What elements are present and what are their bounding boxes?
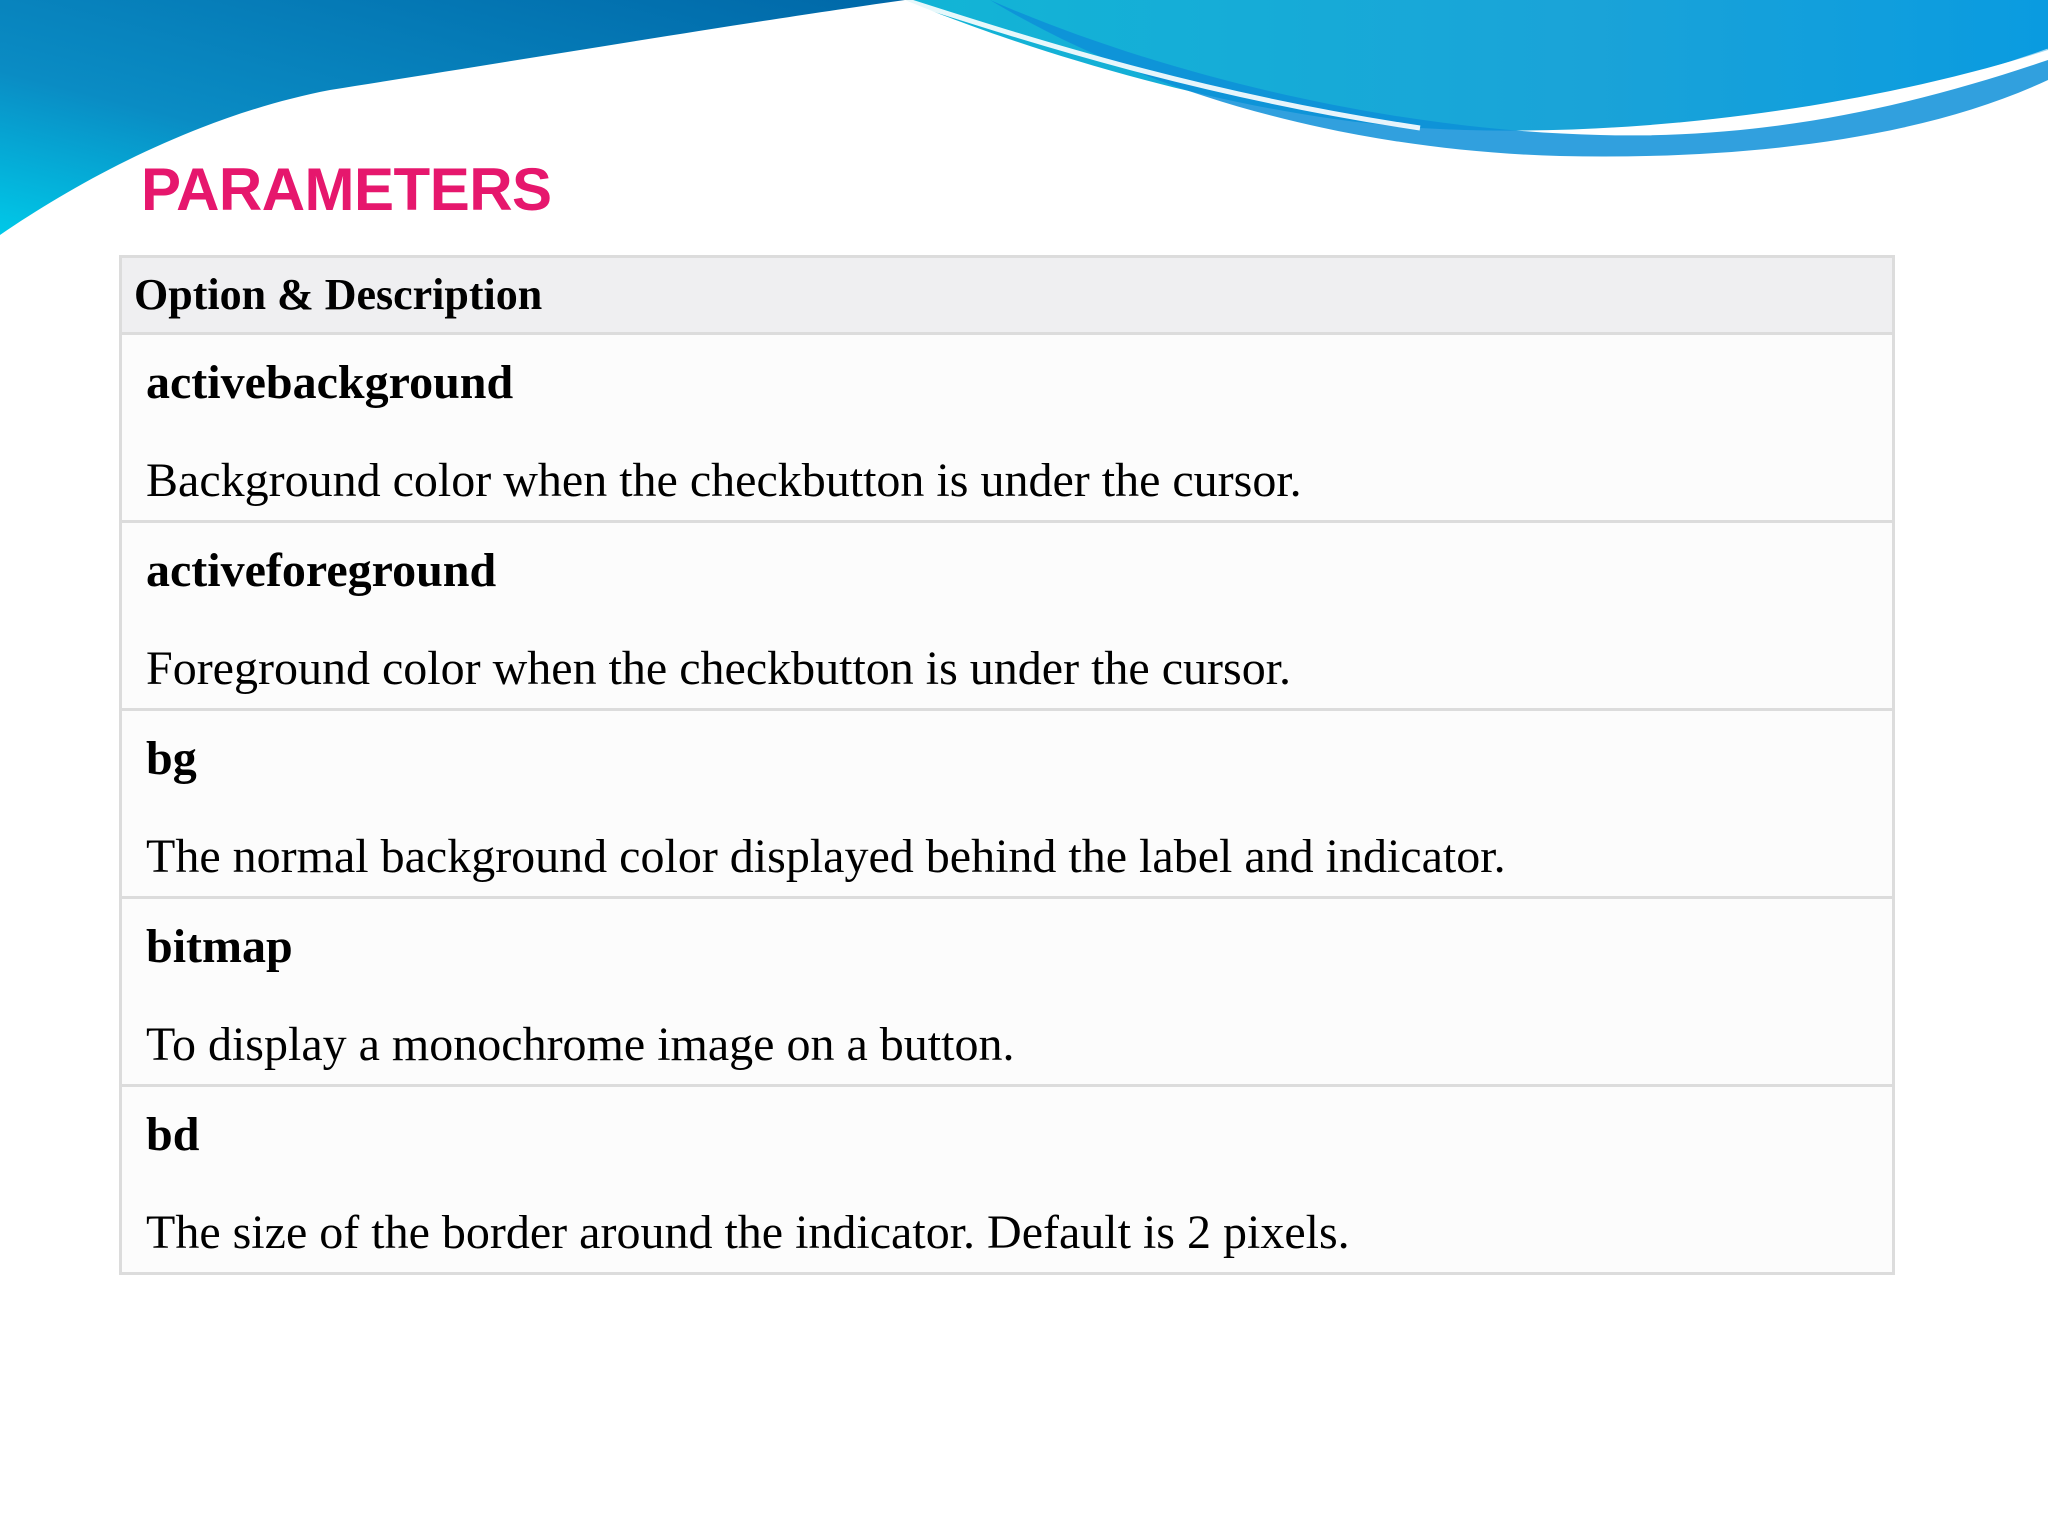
option-description: The size of the border around the indicator. Default is 2 pixels. — [146, 1206, 1350, 1259]
option-name: bg — [146, 732, 197, 785]
table-row — [121, 1086, 1894, 1274]
table-row — [121, 334, 1894, 522]
table-cell — [121, 334, 1894, 522]
option-name: activeforeground — [146, 544, 497, 597]
option-name: bd — [146, 1108, 200, 1161]
table-header-row — [121, 257, 1894, 334]
option-description: The normal background color displayed behind the label and indicator. — [146, 830, 1506, 883]
option-name: activebackground — [146, 356, 514, 409]
parameters-table — [119, 255, 1895, 1275]
option-name: bitmap — [146, 920, 293, 973]
option-description: To display a monochrome image on a button. — [146, 1018, 1015, 1071]
table-cell — [121, 1086, 1894, 1274]
table-row — [121, 522, 1894, 710]
option-description: Foreground color when the checkbutton is under the cursor. — [146, 642, 1292, 695]
table-cell — [121, 898, 1894, 1086]
slide-title: PARAMETERS — [141, 156, 552, 223]
table-header-cell: Option & Description — [121, 257, 1894, 334]
table-cell — [121, 710, 1894, 898]
table-cell — [121, 522, 1894, 710]
table-row — [121, 710, 1894, 898]
option-description: Background color when the checkbutton is under the cursor. — [146, 454, 1302, 507]
table-row — [121, 898, 1894, 1086]
